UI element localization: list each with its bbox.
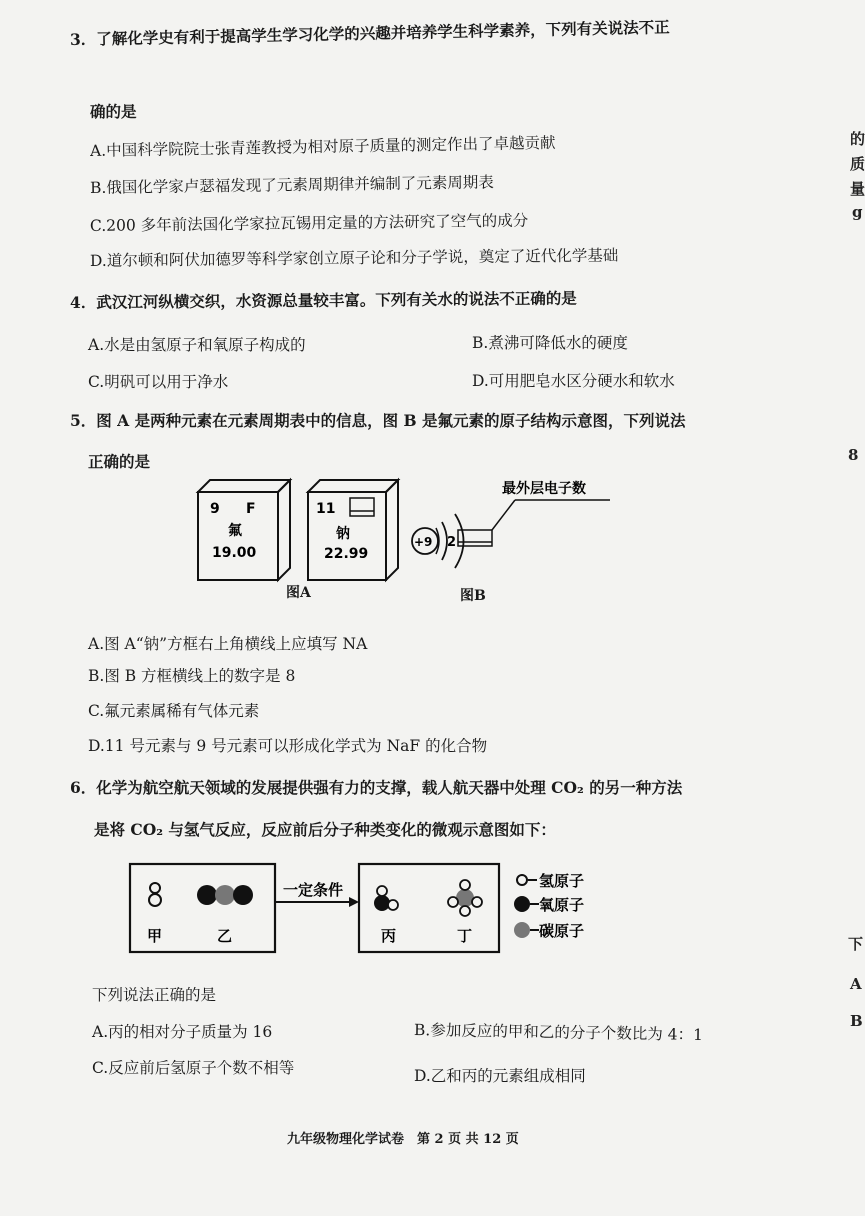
legend-c-label: 碳原子	[539, 922, 585, 940]
q5-option-d: D.11 号元素与 9 号元素可以形成化学式为 NaF 的化合物	[88, 737, 488, 755]
legend-o-label: 氧原子	[539, 896, 585, 914]
ch4-h1	[460, 880, 470, 890]
fig-b-caption: 图B	[460, 588, 486, 604]
page-footer: 九年级物理化学试卷 第 2 页 共 12 页	[287, 1132, 519, 1147]
q6-option-d: D.乙和丙的元素组成相同	[414, 1067, 586, 1085]
edge-char-4: g	[852, 203, 863, 221]
q6-option-b: B.参加反应的甲和乙的分子个数比为 4：1	[413, 1021, 704, 1045]
fluorine-atom-diagram	[412, 480, 610, 568]
q4-option-d: D.可用肥皂水区分硬水和软水	[472, 372, 675, 390]
edge-char-1: 的	[850, 130, 865, 148]
q5-option-c: C.氟元素属稀有气体元素	[88, 702, 260, 720]
edge-bottom-3: B	[850, 1012, 863, 1030]
fluorine-cell	[198, 480, 290, 580]
h2o-h2	[388, 900, 398, 910]
sodium-cell	[308, 480, 398, 580]
q5-stem-line1: 5．图 A 是两种元素在元素周期表中的信息，图 B 是氟元素的原子结构示意图，下列说法	[70, 411, 686, 430]
edge-bottom-1: 下	[848, 935, 864, 953]
f-mass: 19.00	[212, 545, 257, 561]
edge-char-3: 量	[850, 180, 865, 198]
edge-bottom-2: A	[850, 975, 862, 993]
na-number: 11	[316, 501, 336, 517]
na-name: 钠	[336, 526, 350, 542]
q5-figure	[190, 470, 630, 600]
q3-option-c: C.200 多年前法国化学家拉瓦锡用定量的方法研究了空气的成分	[89, 211, 529, 235]
legend-h-label: 氢原子	[539, 872, 585, 890]
co2-o-right	[233, 885, 253, 905]
ch4-h4	[460, 906, 470, 916]
q4-option-a: A.水是由氢原子和氧原子构成的	[88, 336, 306, 354]
ch4-h3	[472, 897, 482, 907]
q6-stem-line2: 是将 CO₂ 与氢气反应，反应前后分子种类变化的微观示意图如下：	[94, 820, 556, 839]
h2-atom-top	[150, 883, 160, 893]
fig-a-caption: 图A	[286, 585, 311, 601]
legend-h-icon	[517, 875, 527, 885]
q5-option-a: A.图 A“钠”方框右上角横线上应填写 NA	[88, 635, 368, 653]
label-ding: 丁	[457, 927, 473, 945]
ch4-h2	[448, 897, 458, 907]
q6-option-c: C.反应前后氢原子个数不相等	[92, 1059, 295, 1077]
q5-stem-line2: 正确的是	[88, 452, 151, 471]
label-jia: 甲	[147, 927, 163, 945]
h2-atom-bottom	[149, 894, 161, 906]
label-yi: 乙	[217, 927, 233, 945]
atom-legend	[514, 872, 584, 940]
edge-mid-number: 8	[848, 446, 859, 464]
co2-o-left	[197, 885, 217, 905]
q4-option-b: B.煮沸可降低水的硬度	[472, 334, 628, 352]
edge-char-2: 质	[850, 155, 865, 173]
q3-stem-line2: 确的是	[90, 102, 137, 121]
co2-c	[215, 885, 235, 905]
f-symbol: F	[246, 501, 256, 517]
q6-reaction-figure	[125, 858, 625, 958]
q6-prompt: 下列说法正确的是	[92, 986, 217, 1004]
q3-option-b: B.俄国化学家卢瑟福发现了元素周期律并编制了元素周期表	[89, 173, 494, 197]
shell1-electrons: 2	[447, 535, 457, 550]
f-number: 9	[210, 501, 220, 517]
q5-option-b: B.图 B 方框横线上的数字是 8	[88, 667, 296, 685]
legend-c-icon	[514, 922, 530, 938]
h2o-h1	[377, 886, 387, 896]
legend-o-icon	[514, 896, 530, 912]
q3-stem-line1: 3．了解化学史有利于提高学生学习化学的兴趣并培养学生科学素养，下列有关说法不正	[69, 17, 670, 49]
q3-option-d: D.道尔顿和阿伏加德罗等科学家创立原子论和分子学说，奠定了近代化学基础	[89, 246, 619, 270]
outer-electron-label: 最外层电子数	[502, 481, 586, 497]
q3-option-a: A.中国科学院院士张青莲教授为相对原子质量的测定作出了卓越贡献	[89, 133, 556, 160]
condition-label: 一定条件	[283, 881, 344, 899]
q4-option-c: C.明矾可以用于净水	[88, 373, 229, 391]
f-name: 氟	[228, 523, 242, 539]
nucleus-charge: +9	[414, 535, 433, 549]
label-bing: 丙	[381, 927, 397, 945]
ch4-c	[456, 889, 474, 907]
na-mass: 22.99	[324, 546, 369, 562]
q6-stem-line1: 6．化学为航空航天领域的发展提供强有力的支撑，载人航天器中处理 CO₂ 的另一种方法	[70, 778, 683, 797]
q6-option-a: A.丙的相对分子质量为 16	[92, 1023, 273, 1041]
q4-stem: 4．武汉江河纵横交织，水资源总量较丰富。下列有关水的说法不正确的是	[69, 288, 577, 312]
